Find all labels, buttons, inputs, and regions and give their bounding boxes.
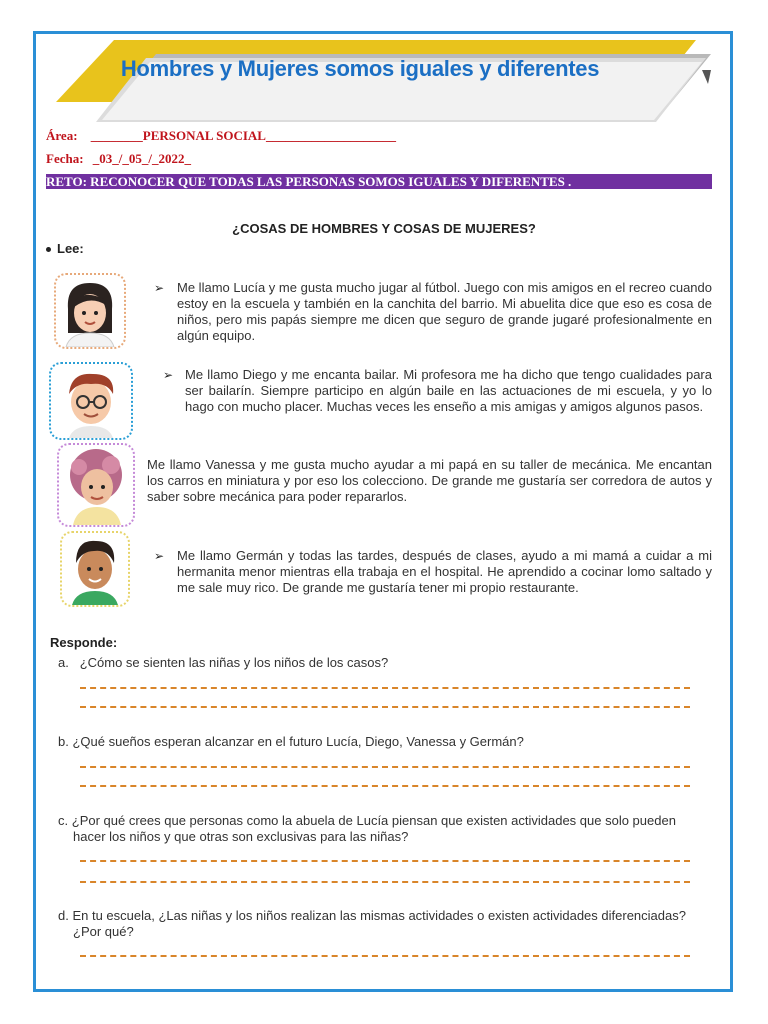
girl-portrait-icon xyxy=(56,275,124,347)
reading-title: ¿COSAS DE HOMBRES Y COSAS DE MUJERES? xyxy=(232,221,536,236)
fecha-row xyxy=(46,151,191,167)
arrow-bullet-icon: ➢ xyxy=(154,549,165,563)
bullet-icon xyxy=(46,247,51,252)
lee-label: Lee: xyxy=(57,241,84,256)
answer-line[interactable] xyxy=(80,766,690,768)
question-text: En tu escuela, ¿Las niñas y los niños realizan las mismas actividades o existen actividades diferenciadas? ¿Por qué? xyxy=(72,908,686,939)
area-row xyxy=(46,128,396,144)
question-text: ¿Por qué crees que personas como la abuela de Lucía piensan que existen actividades que solo pueden hacer los niños y que otras son exclusivas para las niñas? xyxy=(71,813,676,844)
story-vanessa: Me llamo Vanessa y me gusta mucho ayudar a mi papá en su taller de mecánica. Me encantan los carros en miniatura y por eso los colecciono. De grande me gustaría ser corredora de autos y saber sobre mecánica para poder repararlos. xyxy=(147,457,712,504)
question-text: ¿Cómo se sienten las niñas y los niños de los casos? xyxy=(79,655,389,670)
answer-line[interactable] xyxy=(80,785,690,787)
story-lucia: Me llamo Lucía y me gusta mucho jugar al fútbol. Juego con mis amigos en el recreo cuando estoy en la escuela y también en la canchita del barrio. Mi abuelita dice que eso es cosa de niños, pero mis papás siempre me dicen que seguro de grande jugaré profesionalmente en algún equipo. xyxy=(177,280,712,343)
area-value: ________PERSONAL SOCIAL____________________ xyxy=(90,128,396,143)
fecha-label: Fecha: xyxy=(46,151,84,166)
answer-line[interactable] xyxy=(80,860,690,862)
question-b xyxy=(58,734,708,750)
avatar-german xyxy=(60,531,130,607)
question-d xyxy=(58,908,710,940)
responde-label: Responde: xyxy=(50,635,118,650)
avatar-diego xyxy=(49,362,133,440)
question-c xyxy=(58,813,710,845)
girl-curly-portrait-icon xyxy=(59,445,133,525)
arrow-bullet-icon: ➢ xyxy=(154,281,165,295)
question-a xyxy=(58,655,708,671)
lee-label-row xyxy=(46,241,84,256)
answer-line[interactable] xyxy=(80,687,690,689)
boy-glasses-portrait-icon xyxy=(51,364,131,438)
story-german: Me llamo Germán y todas las tardes, después de clases, ayudo a mi mamá a cuidar a mi hermanita menor mientras ella trabaja en el hospital. He aprendido a cocinar lomo saltado y me sale muy rico. De grande me gustaría tener mi propio restaurante. xyxy=(177,548,712,595)
question-marker: c. xyxy=(58,813,69,828)
question-text: ¿Qué sueños esperan alcanzar en el futuro Lucía, Diego, Vanessa y Germán? xyxy=(72,734,524,749)
question-marker: d. xyxy=(58,908,69,923)
answer-line[interactable] xyxy=(80,955,690,957)
reto-bar: RETO: RECONOCER QUE TODAS LAS PERSONAS SOMOS IGUALES Y DIFERENTES . xyxy=(46,174,712,189)
answer-line[interactable] xyxy=(80,706,690,708)
avatar-vanessa xyxy=(57,443,135,527)
story-diego: Me llamo Diego y me encanta bailar. Mi profesora me ha dicho que tengo cualidades para ser bailarín. Siempre participo en algún baile en las actuaciones de mi escuela, y yo lo hago con mucho placer. Muchas veces les enseño a mis amigas y amigos algunos pasos. xyxy=(185,367,712,414)
question-marker: b. xyxy=(58,734,69,749)
boy-portrait-icon xyxy=(62,533,128,605)
fecha-value: _03_/_05_/_2022_ xyxy=(92,151,192,166)
answer-line[interactable] xyxy=(80,881,690,883)
avatar-lucia xyxy=(54,273,126,349)
page-title: Hombres y Mujeres somos iguales y diferentes xyxy=(120,56,600,81)
area-label: Área: xyxy=(46,128,78,143)
question-marker: a. xyxy=(58,655,69,670)
arrow-bullet-icon: ➢ xyxy=(163,368,174,382)
